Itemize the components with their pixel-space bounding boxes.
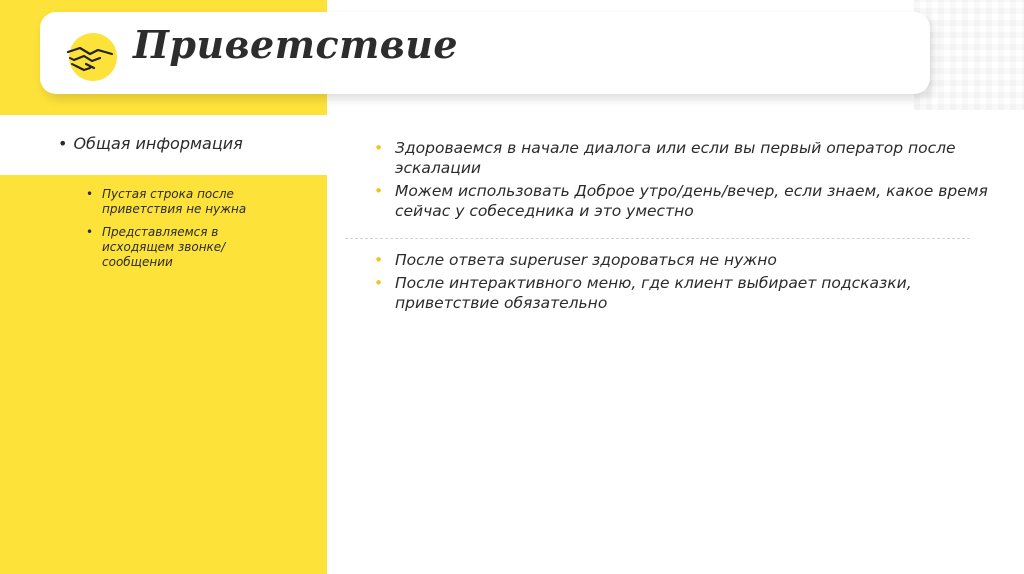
- handshake-icon: [64, 30, 118, 84]
- exceptions-list: [374, 250, 994, 316]
- greeting-rules-list: [374, 138, 994, 224]
- divider: [345, 238, 970, 239]
- heading-bullet: •: [58, 134, 68, 153]
- left-heading: [58, 134, 243, 153]
- list-item: • Пустая строка после приветствия не нужна: [86, 187, 286, 217]
- page-title: Приветствие: [133, 22, 459, 67]
- list-item: • Здороваемся в начале диалога или если вы первый оператор после эскалации: [374, 138, 994, 178]
- list-item: • После интерактивного меню, где клиент выбирает подсказки, приветствие обязательно: [374, 273, 994, 313]
- list-item: • Представляемся в исходящем звонке/сообщении: [86, 225, 286, 270]
- left-subitems: [86, 187, 286, 278]
- left-heading-text: Общая информация: [73, 134, 243, 153]
- decorative-grid: [914, 0, 1024, 110]
- list-item: • После ответа superuser здороваться не нужно: [374, 250, 994, 270]
- list-item: • Можем использовать Доброе утро/день/вечер, если знаем, какое время сейчас у собеседника и это уместно: [374, 181, 994, 221]
